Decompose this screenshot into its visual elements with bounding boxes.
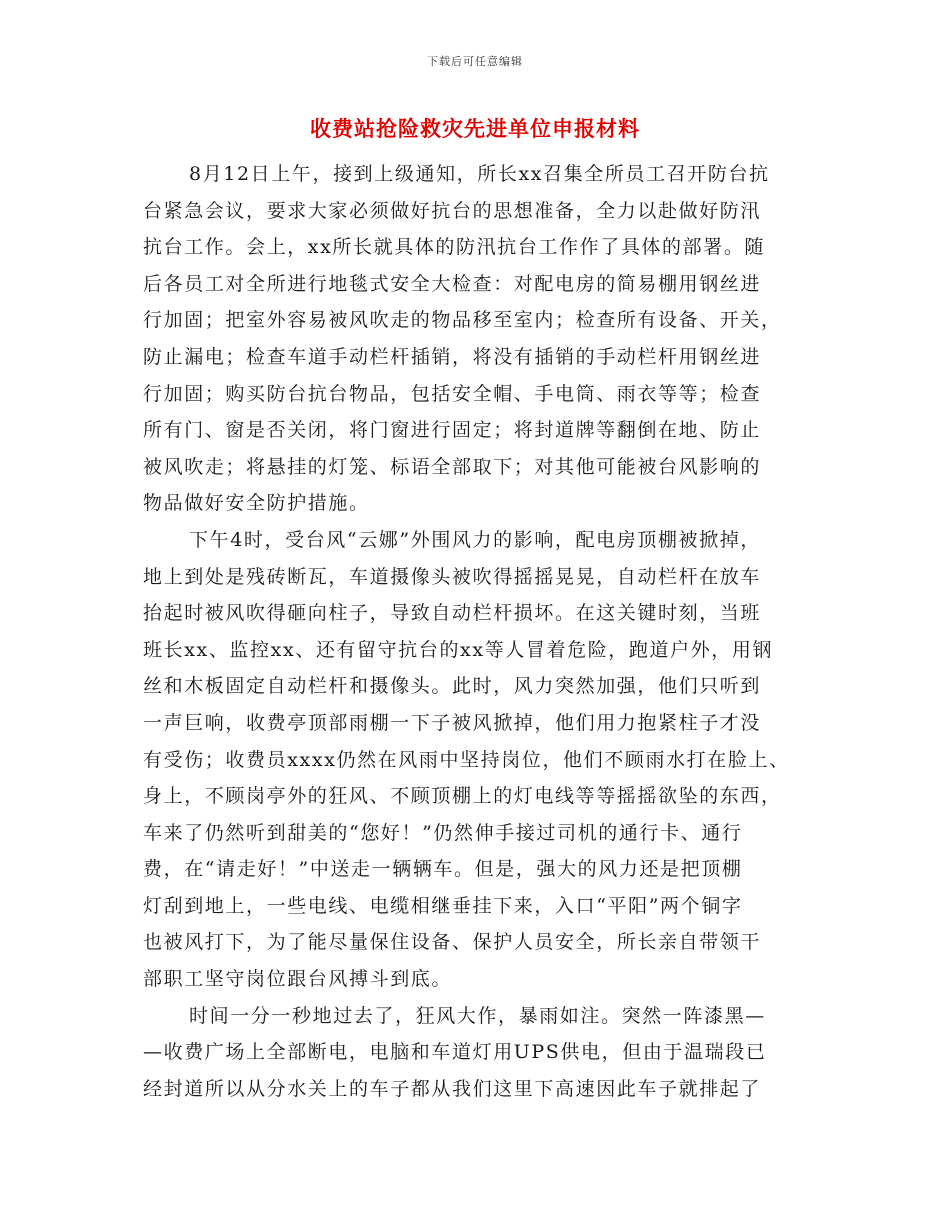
paragraph-3 bbox=[143, 998, 823, 1108]
text-line: 丝和木板固定自动栏杆和摄像头。此时，风力突然加强，他们只听到 bbox=[143, 675, 762, 698]
text-line: 防止漏电；检查车道手动栏杆插销，将没有插销的手动栏杆用钢丝进 bbox=[143, 345, 762, 368]
text-line: 班长xx、监控xx、还有留守抗台的xx等人冒着危险，跑道户外，用钢 bbox=[143, 638, 774, 661]
text-line: 身上，不顾岗亭外的狂风、不顾顶棚上的灯电线等等摇摇欲坠的东西， bbox=[143, 785, 782, 808]
text-line: 经封道所以从分水关上的车子都从我们这里下高速因此车子就排起了 bbox=[143, 1077, 762, 1100]
text-line: 部职工坚守岗位跟台风搏斗到底。 bbox=[143, 968, 453, 991]
text-line: 有受伤；收费员xxxx仍然在风雨中坚持岗位，他们不顾雨水打在脸上、 bbox=[143, 748, 790, 771]
paragraph-2 bbox=[143, 522, 823, 998]
document-body bbox=[143, 156, 823, 1107]
text-line: 被风吹走；将悬挂的灯笼、标语全部取下；对其他可能被台风影响的 bbox=[143, 455, 762, 478]
text-line: 所有门、窗是否关闭，将门窗进行固定；将封道牌等翻倒在地、防止 bbox=[143, 419, 762, 442]
text-line: 抗台工作。会上，xx所长就具体的防汛抗台工作作了具体的部署。随 bbox=[143, 236, 766, 259]
text-line: 费，在“请走好！”中送走一辆辆车。但是，强大的风力还是把顶棚 bbox=[143, 858, 743, 881]
paragraph-1 bbox=[143, 156, 823, 522]
text-line: 车来了仍然听到甜美的“您好！”仍然伸手接过司机的通行卡、通行 bbox=[143, 821, 743, 844]
text-line: 也被风打下，为了能尽量保住设备、保护人员安全，所长亲自带领干 bbox=[143, 931, 762, 954]
text-line: 时间一分一秒地过去了，狂风大作，暴雨如注。突然一阵漆黑— bbox=[189, 1004, 766, 1027]
text-line: 灯刮到地上，一些电线、电缆相继垂挂下来，入口“平阳”两个铜字 bbox=[143, 894, 743, 917]
text-line: 物品做好安全防护措施。 bbox=[143, 492, 370, 515]
text-line: 抬起时被风吹得砸向柱子，导致自动栏杆损坏。在这关键时刻，当班 bbox=[143, 602, 762, 625]
text-line: 台紧急会议，要求大家必须做好抗台的思想准备，全力以赴做好防汛 bbox=[143, 199, 762, 222]
text-line: 8月12日上午，接到上级通知，所长xx召集全所员工召开防台抗 bbox=[189, 163, 770, 185]
text-line: 后各员工对全所进行地毯式安全大检查：对配电房的简易棚用钢丝进 bbox=[143, 272, 762, 295]
text-line: 一声巨响，收费亭顶部雨棚一下子被风掀掉，他们用力抱紧柱子才没 bbox=[143, 711, 762, 734]
text-line: 行加固；把室外容易被风吹走的物品移至室内；检查所有设备、开关， bbox=[143, 309, 782, 332]
document-title: 收费站抢险救灾先进单位申报材料 bbox=[310, 116, 640, 141]
text-line: 下午4时，受台风“云娜”外围风力的影响，配电房顶棚被掀掉， bbox=[189, 528, 761, 551]
text-line: 行加固；购买防台抗台物品，包括安全帽、手电筒、雨衣等等；检查 bbox=[143, 382, 762, 405]
text-line: 地上到处是残砖断瓦，车道摄像头被吹得摇摇晃晃，自动栏杆在放车 bbox=[143, 565, 762, 588]
text-line: —收费广场上全部断电，电脑和车道灯用UPS供电，但由于温瑞段已 bbox=[143, 1041, 767, 1064]
header-note: 下载后可任意编辑 bbox=[427, 55, 523, 68]
